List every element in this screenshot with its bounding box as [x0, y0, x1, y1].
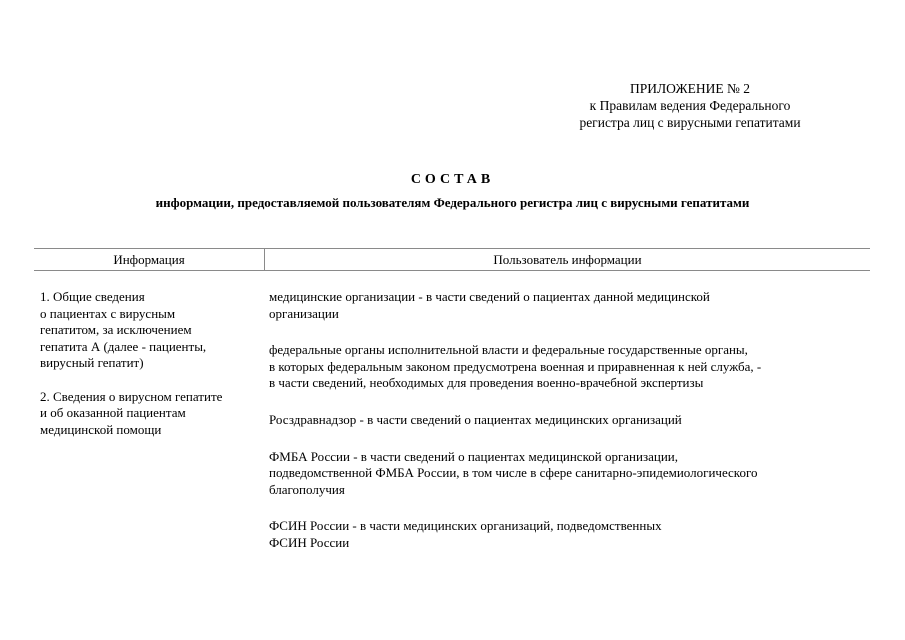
text-line: 1. Общие сведения	[40, 289, 145, 304]
text-line: и об оказанной пациентам	[40, 405, 186, 421]
appendix-block	[552, 80, 828, 131]
text-line: ФМБА России - в части сведений о пациентах медицинской организации,	[269, 448, 678, 464]
text-line: в которых федеральным законом предусмотрена военная и приравненная к ней служба, -	[269, 358, 762, 374]
text-line: вирусный гепатит)	[40, 355, 144, 371]
text-line: о пациентах с вирусным	[40, 305, 176, 321]
user-item-fmba	[269, 449, 869, 499]
text-line: федеральные органы исполнительной власти и федеральные государственные органы,	[269, 342, 748, 358]
text-line: Росздравнадзор - в части сведений о пациентах медицинских организаций	[269, 411, 682, 427]
text-line: организации	[269, 305, 339, 321]
text-line: в части сведений, необходимых для проведения военно-врачебной экспертизы	[269, 375, 704, 391]
info-item-hepatitis-details	[40, 389, 265, 439]
appendix-reference-line-2: регистра лиц с вирусными гепатитами	[579, 115, 801, 130]
text-line: медицинской помощи	[40, 421, 162, 437]
text-line: гепатитом, за исключением	[40, 322, 192, 338]
text-line: ФСИН России - в части медицинских организаций, подведомственных	[269, 518, 662, 534]
text-line: 2. Сведения о вирусном гепатите	[40, 388, 223, 404]
user-column	[269, 289, 869, 572]
column-header-user: Пользователь информации	[493, 252, 642, 267]
info-item-general	[40, 289, 265, 372]
text-line: гепатита А (далее - пациенты,	[40, 338, 207, 354]
table-header	[34, 248, 870, 271]
appendix-number: ПРИЛОЖЕНИЕ № 2	[629, 81, 751, 96]
column-header-info: Информация	[113, 252, 185, 267]
document-subtitle: информации, предоставляемой пользователям Федерального регистра лиц с вирусными гепатитами	[155, 195, 750, 210]
user-item-fsin	[269, 518, 869, 551]
text-line: благополучия	[269, 481, 345, 497]
text-line: подведомственной ФМБА России, в том числе в сфере санитарно-эпидемиологического	[269, 465, 758, 481]
appendix-reference-line-1: к Правилам ведения Федерального	[589, 98, 791, 113]
user-item-federal-bodies	[269, 342, 869, 392]
text-line: медицинские организации - в части сведений о пациентах данной медицинской	[269, 289, 710, 304]
text-line: ФСИН России	[269, 534, 350, 550]
info-column	[40, 289, 265, 455]
document-title: СОСТАВ	[410, 172, 495, 187]
user-item-medical-organizations	[269, 289, 869, 322]
user-item-roszdravnadzor	[269, 412, 869, 429]
